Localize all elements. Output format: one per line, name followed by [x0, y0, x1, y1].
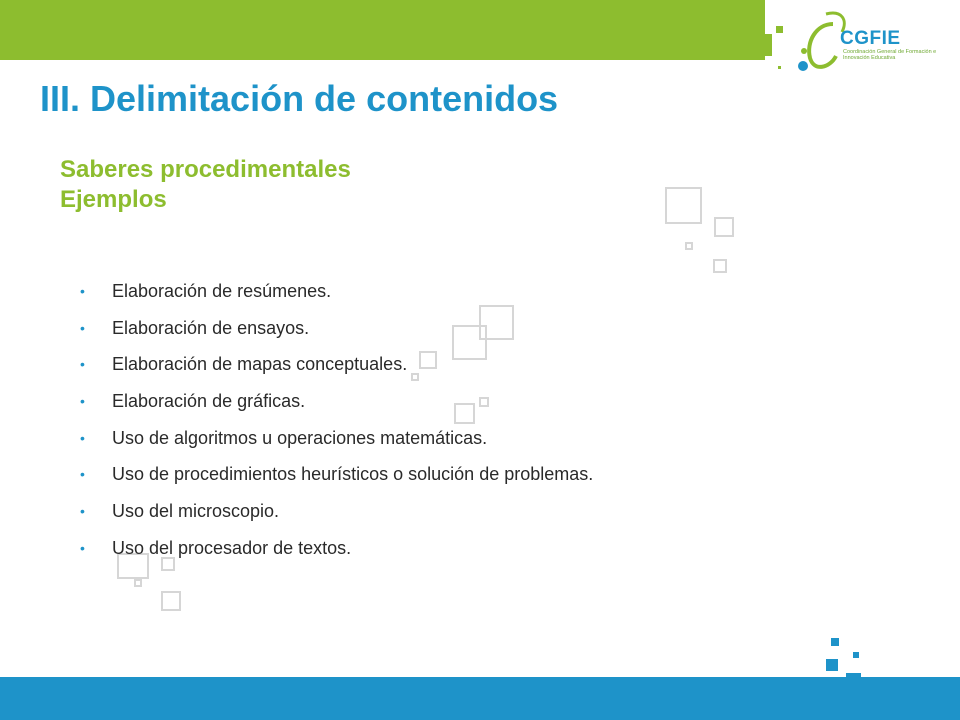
page-title: III. Delimitación de contenidos: [40, 78, 559, 119]
list-item-text: Elaboración de ensayos.: [112, 317, 310, 338]
bottom-blue-bar: [0, 677, 960, 720]
logo-subtitle: Coordinación General de Formación e Innovación Educativa: [843, 49, 937, 61]
section-heading: Saberes procedimentales: [60, 156, 351, 183]
list-item-text: Uso de algoritmos u operaciones matemáticas.: [112, 427, 488, 448]
list-item-text: Elaboración de gráficas.: [112, 391, 306, 412]
bullet-icon: •: [80, 356, 85, 373]
bullet-icon: •: [80, 466, 85, 483]
list-item-text: Elaboración de mapas conceptuales.: [112, 354, 408, 375]
list-item: [80, 456, 593, 493]
list-item: [80, 420, 593, 457]
list-item-text: Uso de procedimientos heurísticos o solución de problemas.: [112, 464, 594, 485]
bullet-icon: •: [80, 503, 85, 520]
section-heading-block: [60, 155, 351, 215]
bullet-icon: •: [80, 283, 85, 299]
bullet-icon: •: [80, 539, 85, 556]
section-subheading: Ejemplos: [60, 186, 167, 213]
list-item: [80, 493, 593, 530]
bullet-icon: •: [80, 319, 85, 336]
list-item-text: Uso del microscopio.: [112, 501, 280, 522]
list-item-text: Elaboración de resúmenes.: [112, 281, 332, 301]
list-item-text: Uso del procesador de textos.: [112, 537, 352, 558]
list-item: [80, 310, 593, 347]
example-list: [80, 273, 593, 567]
logo-text: CGFIE: [840, 28, 901, 49]
list-item: [80, 346, 593, 383]
list-item: [80, 530, 593, 567]
list-item: [80, 383, 593, 420]
bullet-icon: •: [80, 429, 85, 446]
list-item: [80, 273, 593, 310]
bullet-icon: •: [80, 393, 85, 410]
top-green-bar: [0, 0, 765, 60]
